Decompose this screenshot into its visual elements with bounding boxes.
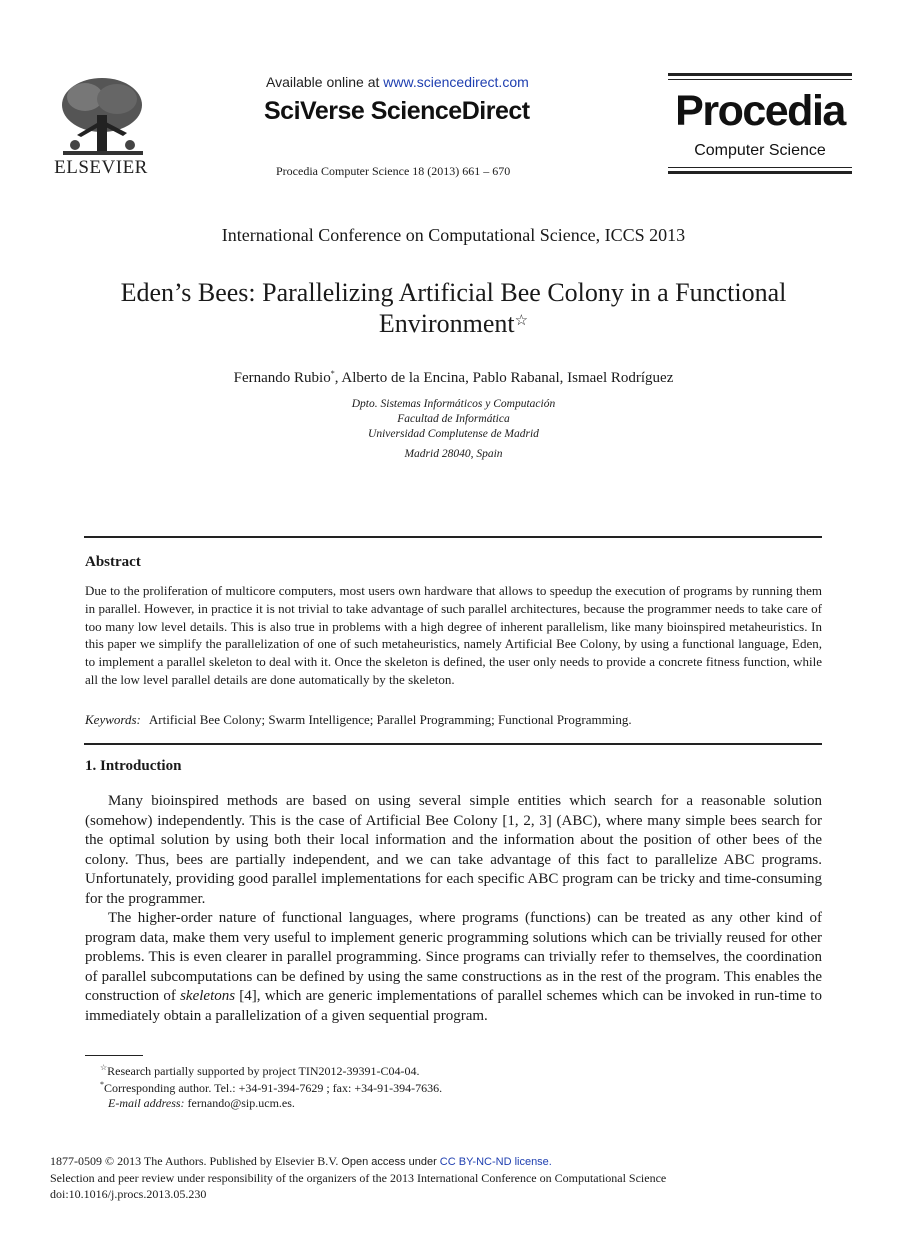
introduction-heading: 1. Introduction bbox=[85, 758, 182, 774]
logo-rule-bottom-thin bbox=[668, 167, 852, 168]
abstract-text: Due to the proliferation of multicore computers, most users own hardware that allows to speedup the execution of programs by running them in parallel. However, in practice it is not trivial to take advantage of such parallel architectures, because the programmer needs to take care of too many low level details. This is also true in problems with a high degree of inherent parallelism, like many bioinspired metaheuristics. In this paper we simplify the parallelization of one of such metaheuristics, namely Artificial Bee Colony, by using a functional language, Eden, to implement a parallel skeleton to deal with it. Once the skeleton is defined, the user only needs to provide a concrete fitness function, while all the low level parallel details are done automatically by the skeleton. bbox=[85, 583, 822, 687]
peer-review-line: Selection and peer review under responsibility of the organizers of the 2013 International Conference on Computational Science bbox=[50, 1171, 667, 1185]
corresponding-author: Fernando Rubio bbox=[233, 370, 331, 386]
keywords-line bbox=[85, 712, 632, 728]
footnote-rule bbox=[85, 1055, 143, 1056]
journal-logo bbox=[668, 73, 852, 177]
license-link[interactable]: CC BY-NC-ND license. bbox=[439, 1156, 552, 1168]
introduction-paragraph-1: Many bioinspired methods are based on using several simple entities which search for a reasonable solution (somehow) independently. This is the case of Artificial Bee Colony [1, 2, 3] (ABC), where many simple bees search for the optimal solution by using both their local information and the information about the position of other bees of the colony. Thus, bees are partially independent, and we can take advantage of this fact to parallelize ABC programs. Unfortunately, providing good parallel implementations for each specific ABC program can be tricky and time-consuming for the programmer. bbox=[85, 793, 822, 907]
paper-title bbox=[60, 277, 847, 339]
copyright-line: 1877-0509 © 2013 The Authors. Published by Elsevier B.V. Open access under CC BY-NC-ND license. bbox=[50, 1154, 552, 1168]
author-list bbox=[0, 369, 907, 387]
affiliation-line: Facultad de Informática bbox=[397, 413, 510, 425]
footnote-funding: ☆Research partially supported by project TIN2012-39391-C04-04. bbox=[100, 1063, 420, 1078]
affiliation-line: Madrid 28040, Spain bbox=[404, 448, 503, 460]
platform-logo: SciVerse ScienceDirect bbox=[264, 97, 530, 125]
logo-rule-top-thin bbox=[668, 79, 852, 80]
co-authors: , Alberto de la Encina, Pablo Rabanal, Ismael Rodríguez bbox=[334, 370, 674, 386]
title-line-2: Environment bbox=[378, 309, 515, 338]
keywords-label: Keywords: bbox=[85, 712, 141, 727]
logo-rule-bottom bbox=[668, 171, 852, 174]
footnote-corresponding: *Corresponding author. Tel.: +34-91-394-7629 ; fax: +34-91-394-7636. bbox=[100, 1080, 443, 1095]
section-divider bbox=[84, 743, 822, 745]
affiliation-line: Dpto. Sistemas Informáticos y Computación bbox=[351, 398, 556, 410]
elsevier-tree-logo bbox=[55, 75, 150, 170]
sciencedirect-link[interactable]: www.sciencedirect.com bbox=[383, 74, 529, 90]
abstract-heading: Abstract bbox=[85, 554, 141, 570]
doi-line[interactable]: doi:10.1016/j.procs.2013.05.230 bbox=[50, 1187, 207, 1201]
journal-logo-title: Procedia bbox=[675, 87, 845, 135]
journal-reference: Procedia Computer Science 18 (2013) 661 – 670 bbox=[276, 164, 511, 178]
publisher-name: ELSEVIER bbox=[54, 157, 148, 178]
introduction-paragraph-2: The higher-order nature of functional languages, where programs (functions) can be treated as any other kind of program data, make them very useful to implement generic programming solutions which can be trivially reused for other problems. This is even clearer in parallel programming. Since programs can trivially refer to themselves, the coordination of parallel subcomputations can be defined by using the same constructions as in the rest of the program. This enables the construction of skeletons [4], which are generic implementations of parallel schemes which can be invoked in run-time to immediately obtain a parallelization of a given sequential program. bbox=[85, 910, 822, 1024]
title-footnote-mark[interactable]: ☆ bbox=[514, 313, 529, 329]
section-divider bbox=[84, 536, 822, 538]
journal-logo-subtitle: Computer Science bbox=[694, 142, 826, 159]
title-line-1: Eden’s Bees: Parallelizing Artificial Bee Colony in a Functional bbox=[120, 278, 787, 307]
affiliation-line: Universidad Complutense de Madrid bbox=[368, 428, 539, 440]
footnote-email: E-mail address: fernando@sip.ucm.es. bbox=[108, 1096, 295, 1110]
emphasis-skeletons: skeletons bbox=[180, 988, 236, 1004]
logo-rule-top bbox=[668, 73, 852, 76]
conference-name: International Conference on Computational Science, ICCS 2013 bbox=[221, 225, 686, 245]
keywords-text: Artificial Bee Colony; Swarm Intelligence; Parallel Programming; Functional Programming. bbox=[148, 712, 632, 727]
corresponding-author-mark[interactable]: * bbox=[330, 369, 335, 378]
available-online-line: Available online at www.sciencedirect.com bbox=[266, 74, 529, 90]
